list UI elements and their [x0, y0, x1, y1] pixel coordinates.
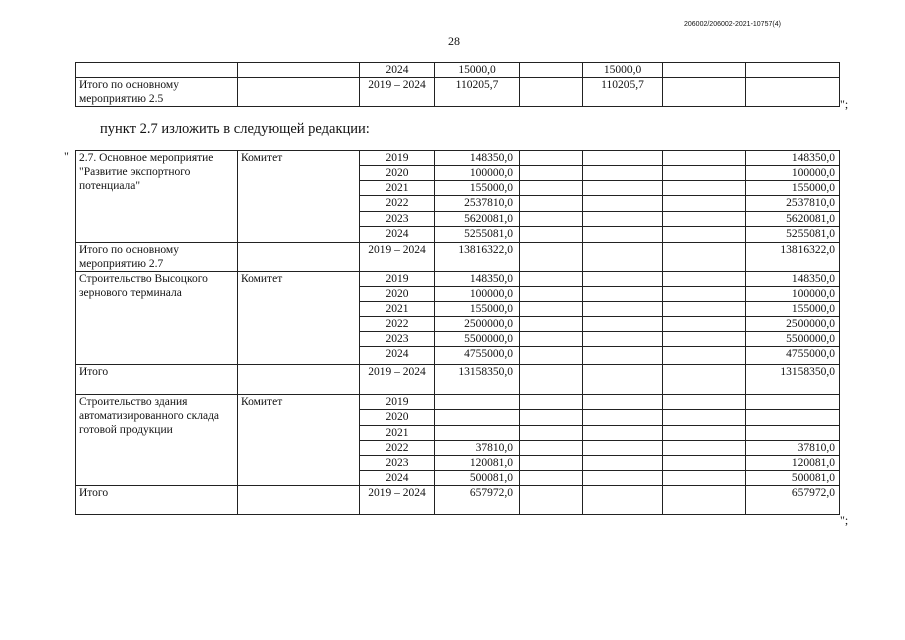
budget-cell [663, 272, 746, 287]
budget-cell [520, 227, 583, 243]
budget-cell [520, 181, 583, 196]
measure-name-cell: 2.7. Основное мероприятие "Развитие экспортного потенциала" [76, 151, 238, 243]
budget-cell [663, 78, 746, 107]
budget-cell [746, 395, 840, 410]
year-cell: 2019 [360, 272, 435, 287]
budget-cell [520, 212, 583, 227]
budget-cell: 13816322,0 [746, 243, 840, 272]
budget-cell [520, 243, 583, 272]
year-cell: 2021 [360, 302, 435, 317]
budget-cell: 148350,0 [746, 151, 840, 166]
budget-cell: 100000,0 [746, 166, 840, 181]
total-cell: 2500000,0 [435, 317, 520, 332]
budget-cell: 15000,0 [583, 63, 663, 78]
budget-cell: 4755000,0 [746, 347, 840, 365]
budget-cell [520, 410, 583, 426]
budget-cell [583, 441, 663, 456]
summary-row [76, 243, 840, 272]
table-row [76, 395, 840, 410]
year-cell: 2022 [360, 441, 435, 456]
total-cell: 100000,0 [435, 166, 520, 181]
total-cell: 5255081,0 [435, 227, 520, 243]
summary-name-cell: Итого [76, 486, 238, 515]
period-cell: 2019 – 2024 [360, 486, 435, 515]
total-cell: 155000,0 [435, 302, 520, 317]
budget-cell [583, 196, 663, 212]
budget-cell [520, 426, 583, 441]
budget-cell: 2537810,0 [746, 196, 840, 212]
budget-cell [520, 332, 583, 347]
year-cell: 2024 [360, 471, 435, 486]
budget-cell: 155000,0 [746, 302, 840, 317]
year-cell: 2023 [360, 456, 435, 471]
budget-cell [520, 456, 583, 471]
table-row [76, 272, 840, 287]
budget-cell [583, 287, 663, 302]
year-cell: 2021 [360, 181, 435, 196]
budget-cell: 5620081,0 [746, 212, 840, 227]
budget-cell [583, 227, 663, 243]
year-cell: 2023 [360, 332, 435, 347]
budget-cell [583, 426, 663, 441]
budget-cell [583, 347, 663, 365]
period-cell: 2024 [360, 63, 435, 78]
budget-cell [520, 471, 583, 486]
budget-cell [520, 365, 583, 395]
budget-cell: 5255081,0 [746, 227, 840, 243]
budget-cell [663, 471, 746, 486]
budget-cell [663, 410, 746, 426]
total-cell: 100000,0 [435, 287, 520, 302]
continuation-table [75, 62, 840, 107]
total-cell: 5620081,0 [435, 212, 520, 227]
year-cell: 2021 [360, 426, 435, 441]
budget-cell [583, 302, 663, 317]
budget-cell [583, 272, 663, 287]
table-row [76, 151, 840, 166]
budget-cell [663, 302, 746, 317]
budget-cell [583, 317, 663, 332]
budget-cell [663, 63, 746, 78]
budget-cell [663, 196, 746, 212]
budget-cell [583, 365, 663, 395]
budget-cell [663, 151, 746, 166]
budget-cell [520, 317, 583, 332]
measure-name-cell: Итого по основному мероприятию 2.5 [76, 78, 238, 107]
total-cell: 37810,0 [435, 441, 520, 456]
budget-cell [520, 166, 583, 181]
opening-quote-mark: " [64, 149, 69, 163]
period-cell: 2019 – 2024 [360, 78, 435, 107]
closing-quote-mark: "; [840, 513, 849, 527]
year-cell: 2020 [360, 166, 435, 181]
executor-cell: Комитет [238, 272, 360, 365]
total-cell: 148350,0 [435, 151, 520, 166]
page-number: 28 [448, 34, 460, 48]
total-cell: 2537810,0 [435, 196, 520, 212]
budget-cell [663, 212, 746, 227]
year-cell: 2024 [360, 227, 435, 243]
executor-cell [238, 365, 360, 395]
year-cell: 2022 [360, 317, 435, 332]
budget-cell [663, 166, 746, 181]
year-cell: 2019 [360, 151, 435, 166]
budget-cell [583, 181, 663, 196]
measure-name-cell: Строительство здания автоматизированного склада готовой продукции [76, 395, 238, 486]
budget-cell: 13158350,0 [746, 365, 840, 395]
table-row [76, 63, 840, 78]
budget-cell: 37810,0 [746, 441, 840, 456]
budget-cell [663, 243, 746, 272]
summary-name-cell: Итого по основному мероприятию 2.7 [76, 243, 238, 272]
executor-cell [238, 63, 360, 78]
budget-cell [583, 395, 663, 410]
measure-2-7-table [75, 150, 840, 515]
executor-cell [238, 78, 360, 107]
total-cell: 500081,0 [435, 471, 520, 486]
budget-cell [746, 63, 840, 78]
budget-cell [663, 486, 746, 515]
budget-cell [583, 243, 663, 272]
budget-cell [583, 471, 663, 486]
budget-cell [663, 347, 746, 365]
budget-cell [663, 395, 746, 410]
budget-cell: 5500000,0 [746, 332, 840, 347]
budget-cell [520, 287, 583, 302]
summary-row [76, 365, 840, 395]
instruction-text: пункт 2.7 изложить в следующей редакции: [100, 121, 370, 137]
budget-cell [520, 302, 583, 317]
total-cell [435, 410, 520, 426]
year-cell: 2020 [360, 410, 435, 426]
budget-cell: 500081,0 [746, 471, 840, 486]
year-cell: 2020 [360, 287, 435, 302]
budget-cell [520, 196, 583, 212]
budget-cell [583, 456, 663, 471]
total-cell: 148350,0 [435, 272, 520, 287]
budget-cell: 657972,0 [746, 486, 840, 515]
budget-cell [520, 151, 583, 166]
year-cell: 2019 [360, 395, 435, 410]
budget-cell [663, 227, 746, 243]
closing-quote-mark: "; [840, 97, 849, 111]
total-cell: 155000,0 [435, 181, 520, 196]
measure-name-cell: Строительство Высоцкого зернового терминала [76, 272, 238, 365]
budget-cell [746, 410, 840, 426]
budget-cell [663, 365, 746, 395]
budget-cell [583, 212, 663, 227]
budget-cell: 100000,0 [746, 287, 840, 302]
continuation-table-body [76, 63, 840, 107]
summary-row [76, 486, 840, 515]
budget-cell [520, 63, 583, 78]
budget-cell [663, 287, 746, 302]
budget-cell: 2500000,0 [746, 317, 840, 332]
table-row [76, 78, 840, 107]
document-id: 206002/206002-2021-10757(4) [684, 21, 781, 28]
budget-cell [520, 395, 583, 410]
budget-cell [520, 441, 583, 456]
budget-cell [583, 332, 663, 347]
budget-cell [663, 332, 746, 347]
total-cell: 5500000,0 [435, 332, 520, 347]
executor-cell: Комитет [238, 395, 360, 486]
budget-cell [663, 426, 746, 441]
measure-name-cell [76, 63, 238, 78]
measure-2-7-table-body [76, 151, 840, 515]
budget-cell [663, 456, 746, 471]
budget-cell [520, 347, 583, 365]
year-cell: 2024 [360, 347, 435, 365]
budget-cell: 155000,0 [746, 181, 840, 196]
budget-cell [663, 181, 746, 196]
budget-cell [583, 166, 663, 181]
budget-cell [583, 410, 663, 426]
total-cell: 120081,0 [435, 456, 520, 471]
budget-cell [746, 426, 840, 441]
budget-cell [583, 486, 663, 515]
summary-name-cell: Итого [76, 365, 238, 395]
total-cell: 4755000,0 [435, 347, 520, 365]
total-cell: 13158350,0 [435, 365, 520, 395]
period-cell: 2019 – 2024 [360, 365, 435, 395]
total-cell: 657972,0 [435, 486, 520, 515]
executor-cell [238, 243, 360, 272]
total-cell: 15000,0 [435, 63, 520, 78]
budget-cell [663, 441, 746, 456]
total-cell: 110205,7 [435, 78, 520, 107]
budget-cell [583, 151, 663, 166]
budget-cell [520, 272, 583, 287]
budget-cell [520, 486, 583, 515]
period-cell: 2019 – 2024 [360, 243, 435, 272]
budget-cell: 148350,0 [746, 272, 840, 287]
budget-cell [520, 78, 583, 107]
total-cell [435, 426, 520, 441]
year-cell: 2022 [360, 196, 435, 212]
executor-cell [238, 486, 360, 515]
budget-cell [746, 78, 840, 107]
budget-cell [663, 317, 746, 332]
budget-cell: 110205,7 [583, 78, 663, 107]
total-cell: 13816322,0 [435, 243, 520, 272]
budget-cell: 120081,0 [746, 456, 840, 471]
year-cell: 2023 [360, 212, 435, 227]
executor-cell: Комитет [238, 151, 360, 243]
total-cell [435, 395, 520, 410]
